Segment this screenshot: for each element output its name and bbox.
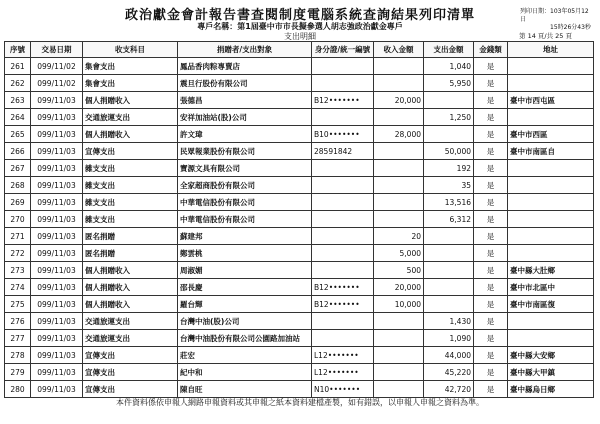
table-cell: 集會支出 xyxy=(83,58,178,75)
table-cell: 45,220 xyxy=(424,364,474,381)
table-row xyxy=(5,92,594,109)
table-row xyxy=(5,296,594,313)
table-cell: 5,950 xyxy=(424,75,474,92)
table-cell: L12••••••• xyxy=(312,347,374,364)
table-header-row xyxy=(5,42,594,58)
table-cell: 192 xyxy=(424,160,474,177)
table-cell: 262 xyxy=(5,75,31,92)
table-cell: 267 xyxy=(5,160,31,177)
table-cell: 是 xyxy=(474,160,508,177)
table-cell xyxy=(374,364,424,381)
table-cell xyxy=(508,160,594,177)
table-cell: 099/11/03 xyxy=(31,126,83,143)
table-cell xyxy=(312,109,374,126)
table-cell: 是 xyxy=(474,313,508,330)
table-cell: B10••••••• xyxy=(312,126,374,143)
table-cell: 交通旅運支出 xyxy=(83,313,178,330)
table-cell xyxy=(508,313,594,330)
table-cell: 雜支支出 xyxy=(83,160,178,177)
table-cell: 278 xyxy=(5,347,31,364)
table-cell: 099/11/03 xyxy=(31,262,83,279)
table-cell: 震旦行股份有限公司 xyxy=(178,75,312,92)
table-row xyxy=(5,177,594,194)
column-header: 支出金額 xyxy=(424,42,474,58)
table-cell: 是 xyxy=(474,364,508,381)
table-cell: L12••••••• xyxy=(312,364,374,381)
table-cell: 099/11/02 xyxy=(31,58,83,75)
table-cell: N10••••••• xyxy=(312,381,374,398)
table-cell: 099/11/02 xyxy=(31,75,83,92)
table-cell: 雜支支出 xyxy=(83,177,178,194)
table-cell: 099/11/03 xyxy=(31,92,83,109)
table-cell: 是 xyxy=(474,262,508,279)
table-cell: 10,000 xyxy=(374,296,424,313)
table-cell xyxy=(424,92,474,109)
table-cell: 是 xyxy=(474,92,508,109)
table-cell xyxy=(374,381,424,398)
table-cell: 是 xyxy=(474,279,508,296)
table-cell: 099/11/03 xyxy=(31,381,83,398)
table-cell xyxy=(374,160,424,177)
table-cell: 張德昌 xyxy=(178,92,312,109)
table-row xyxy=(5,313,594,330)
table-cell: B12••••••• xyxy=(312,296,374,313)
table-cell xyxy=(508,211,594,228)
table-row xyxy=(5,75,594,92)
table-cell: 268 xyxy=(5,177,31,194)
column-header: 捐贈者/支出對象 xyxy=(178,42,312,58)
table-cell xyxy=(424,279,474,296)
table-row xyxy=(5,381,594,398)
column-header: 收入金額 xyxy=(374,42,424,58)
table-cell: 275 xyxy=(5,296,31,313)
table-cell: 安祥加油站(股)公司 xyxy=(178,109,312,126)
table-cell xyxy=(374,194,424,211)
column-header: 地址 xyxy=(508,42,594,58)
table-cell: 277 xyxy=(5,330,31,347)
table-cell: 279 xyxy=(5,364,31,381)
table-cell: 6,312 xyxy=(424,211,474,228)
table-cell: 紀中和 xyxy=(178,364,312,381)
report-type: 支出明細 xyxy=(284,32,316,41)
table-cell xyxy=(508,75,594,92)
table-cell: 民眾報業股份有限公司 xyxy=(178,143,312,160)
column-header: 交易日期 xyxy=(31,42,83,58)
table-cell: 蘇建邦 xyxy=(178,228,312,245)
table-cell: 1,040 xyxy=(424,58,474,75)
table-cell xyxy=(312,194,374,211)
table-cell: 099/11/03 xyxy=(31,177,83,194)
print-time: 15時26分43秒 xyxy=(550,24,591,31)
table-cell: 是 xyxy=(474,177,508,194)
table-row xyxy=(5,262,594,279)
table-cell xyxy=(312,262,374,279)
account-name: 專戶名稱：第1屆臺中市市長擬參選人胡志強政治獻金專戶 xyxy=(197,22,403,31)
table-cell: 20,000 xyxy=(374,279,424,296)
table-cell xyxy=(374,109,424,126)
table-cell: 280 xyxy=(5,381,31,398)
table-cell xyxy=(312,313,374,330)
table-cell: 269 xyxy=(5,194,31,211)
table-cell: 20,000 xyxy=(374,92,424,109)
table-cell: 1,430 xyxy=(424,313,474,330)
table-cell: 宣傳支出 xyxy=(83,143,178,160)
print-meta xyxy=(520,8,592,32)
table-cell: 雜支支出 xyxy=(83,194,178,211)
table-cell: 099/11/03 xyxy=(31,330,83,347)
table-cell: 周淑媚 xyxy=(178,262,312,279)
footer-note: 本件資料係依申報人網路申報資料或其申報之紙本資料建檔產製，如有錯誤，以申報人申報之資料為準。 xyxy=(116,398,484,407)
table-cell: 264 xyxy=(5,109,31,126)
table-cell: 交通旅運支出 xyxy=(83,330,178,347)
table-cell: 261 xyxy=(5,58,31,75)
table-cell: 099/11/03 xyxy=(31,296,83,313)
table-cell: 個人捐贈收入 xyxy=(83,92,178,109)
table-cell: 羅台輝 xyxy=(178,296,312,313)
table-cell xyxy=(374,143,424,160)
table-cell: 28591842 xyxy=(312,143,374,160)
table-row xyxy=(5,109,594,126)
table-cell: B12••••••• xyxy=(312,92,374,109)
table-cell: 鄭雲桃 xyxy=(178,245,312,262)
table-cell: 臺中市南區自 xyxy=(508,143,594,160)
table-cell: 中華電信股份有限公司 xyxy=(178,194,312,211)
table-cell: 274 xyxy=(5,279,31,296)
table-cell: 個人捐贈收入 xyxy=(83,126,178,143)
table-cell: 13,516 xyxy=(424,194,474,211)
table-cell: 099/11/03 xyxy=(31,313,83,330)
table-cell: 50,000 xyxy=(424,143,474,160)
table-cell xyxy=(508,58,594,75)
table-cell: 是 xyxy=(474,143,508,160)
table-cell: 是 xyxy=(474,109,508,126)
table-cell: 099/11/03 xyxy=(31,279,83,296)
table-cell: 宣傳支出 xyxy=(83,381,178,398)
table-cell: B12••••••• xyxy=(312,279,374,296)
table-cell: 寶源文具有限公司 xyxy=(178,160,312,177)
table-cell xyxy=(312,330,374,347)
table-cell: 臺中市北區中 xyxy=(508,279,594,296)
table-cell xyxy=(424,126,474,143)
table-row xyxy=(5,228,594,245)
table-cell: 1,090 xyxy=(424,330,474,347)
table-cell: 099/11/03 xyxy=(31,160,83,177)
table-cell xyxy=(374,211,424,228)
table-cell: 是 xyxy=(474,194,508,211)
table-cell xyxy=(508,177,594,194)
table-cell: 全家超商股份有限公司 xyxy=(178,177,312,194)
table-body xyxy=(5,58,594,398)
table-cell xyxy=(424,262,474,279)
table-cell: 099/11/03 xyxy=(31,109,83,126)
table-cell xyxy=(424,296,474,313)
table-row xyxy=(5,160,594,177)
table-cell: 500 xyxy=(374,262,424,279)
table-cell: 20 xyxy=(374,228,424,245)
table-cell: 個人捐贈收入 xyxy=(83,279,178,296)
table-cell: 鳳品香肉粽專賣店 xyxy=(178,58,312,75)
table-row xyxy=(5,245,594,262)
table-cell xyxy=(312,160,374,177)
table-cell xyxy=(312,245,374,262)
table-cell: 是 xyxy=(474,381,508,398)
table-cell: 中華電信股份有限公司 xyxy=(178,211,312,228)
table-row xyxy=(5,58,594,75)
table-cell: 臺中縣大肚鄉 xyxy=(508,262,594,279)
table-row xyxy=(5,126,594,143)
table-cell: 匿名捐贈 xyxy=(83,245,178,262)
table-cell: 雜支支出 xyxy=(83,211,178,228)
table-cell xyxy=(508,194,594,211)
table-cell xyxy=(508,330,594,347)
table-cell xyxy=(374,330,424,347)
table-cell: 個人捐贈收入 xyxy=(83,262,178,279)
table-row xyxy=(5,194,594,211)
table-cell: 270 xyxy=(5,211,31,228)
table-cell: 5,000 xyxy=(374,245,424,262)
table-row xyxy=(5,211,594,228)
table-cell: 臺中縣大甲鎮 xyxy=(508,364,594,381)
table-row xyxy=(5,143,594,160)
table-cell: 265 xyxy=(5,126,31,143)
table-cell: 099/11/03 xyxy=(31,194,83,211)
table-cell: 邵長慶 xyxy=(178,279,312,296)
table-cell: 272 xyxy=(5,245,31,262)
table-row xyxy=(5,279,594,296)
table-cell: 臺中市西區 xyxy=(508,126,594,143)
table-cell: 個人捐贈收入 xyxy=(83,296,178,313)
table-cell xyxy=(508,109,594,126)
report-title: 政治獻金會計報告書查閱制度電腦系統查詢結果列印清單 xyxy=(124,8,475,23)
table-cell: 44,000 xyxy=(424,347,474,364)
table-cell: 1,250 xyxy=(424,109,474,126)
table-cell: 台灣中油(股)公司 xyxy=(178,313,312,330)
table-cell: 是 xyxy=(474,75,508,92)
table-cell xyxy=(374,347,424,364)
table-cell: 宣傳支出 xyxy=(83,347,178,364)
table-cell xyxy=(312,75,374,92)
table-cell: 28,000 xyxy=(374,126,424,143)
table-cell xyxy=(508,245,594,262)
table-cell: 臺中市南區復 xyxy=(508,296,594,313)
page-info: 第 14 頁/共 25 頁 xyxy=(519,32,572,40)
table-cell: 099/11/03 xyxy=(31,228,83,245)
table-cell: 是 xyxy=(474,245,508,262)
table-cell: 099/11/03 xyxy=(31,143,83,160)
table-cell: 交通旅運支出 xyxy=(83,109,178,126)
print-date: 列印日期：103年05月12日 xyxy=(520,8,589,23)
column-header: 收支科目 xyxy=(83,42,178,58)
table-cell: 是 xyxy=(474,211,508,228)
column-header: 身分證/統一編號 xyxy=(312,42,374,58)
table-cell: 是 xyxy=(474,228,508,245)
table-cell: 099/11/03 xyxy=(31,364,83,381)
table-cell: 臺中市西屯區 xyxy=(508,92,594,109)
table-row xyxy=(5,347,594,364)
table-cell xyxy=(508,228,594,245)
table-cell: 台灣中油股份有限公司公園路加油站 xyxy=(178,330,312,347)
table-cell: 271 xyxy=(5,228,31,245)
table-cell xyxy=(312,177,374,194)
table-cell: 莊宏 xyxy=(178,347,312,364)
table-cell: 276 xyxy=(5,313,31,330)
column-header: 序號 xyxy=(5,42,31,58)
table-cell xyxy=(312,58,374,75)
table-cell: 是 xyxy=(474,126,508,143)
table-cell xyxy=(374,313,424,330)
table-cell: 宣傳支出 xyxy=(83,364,178,381)
table-cell xyxy=(424,228,474,245)
table-cell: 266 xyxy=(5,143,31,160)
table-cell: 陳自旺 xyxy=(178,381,312,398)
table-cell: 273 xyxy=(5,262,31,279)
table-row xyxy=(5,364,594,381)
table-cell: 263 xyxy=(5,92,31,109)
table-cell: 099/11/03 xyxy=(31,211,83,228)
table-cell: 099/11/03 xyxy=(31,245,83,262)
table-cell xyxy=(374,177,424,194)
table-cell xyxy=(312,211,374,228)
table-cell: 臺中縣大安鄉 xyxy=(508,347,594,364)
records-table xyxy=(4,41,594,398)
table-row xyxy=(5,330,594,347)
column-header: 金錢類 xyxy=(474,42,508,58)
table-cell: 許文瑋 xyxy=(178,126,312,143)
table-cell: 是 xyxy=(474,347,508,364)
table-cell: 42,720 xyxy=(424,381,474,398)
table-cell: 匿名捐贈 xyxy=(83,228,178,245)
table-cell xyxy=(312,228,374,245)
table-cell: 是 xyxy=(474,296,508,313)
table-cell xyxy=(374,75,424,92)
table-cell: 集會支出 xyxy=(83,75,178,92)
table-cell: 是 xyxy=(474,58,508,75)
table-cell: 臺中縣烏日鄉 xyxy=(508,381,594,398)
table-cell: 是 xyxy=(474,330,508,347)
table-cell xyxy=(424,245,474,262)
table-cell: 099/11/03 xyxy=(31,347,83,364)
table-cell: 35 xyxy=(424,177,474,194)
table-cell xyxy=(374,58,424,75)
